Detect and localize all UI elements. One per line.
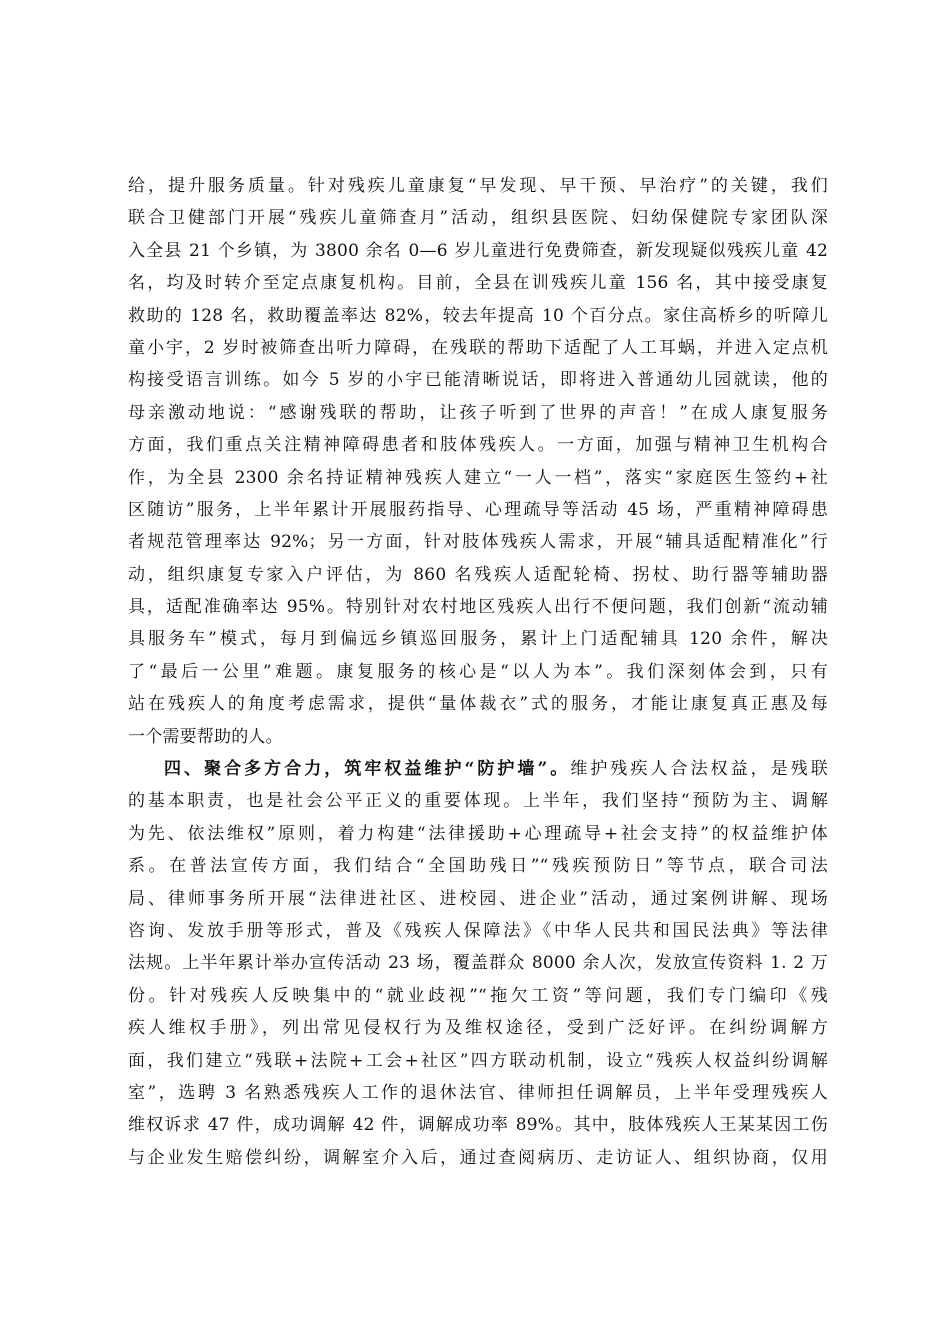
heading-line-rest: 维护残疾人合法权益，是残联 — [570, 759, 828, 780]
text-line: 法规。上半年累计举办宣传活动 23 场，覆盖群众 8000 余人次，发放宣传资料 1. 2 万 — [128, 953, 828, 974]
text-line: 者规范管理率达 92%；另一方面，针对肢体残疾人需求，开展“辅具适配精准化”行 — [128, 532, 828, 553]
text-line: 具服务车”模式，每月到偏远乡镇巡回服务，累计上门适配辅具 120 余件，解决 — [128, 629, 828, 650]
text-line: 童小宇，2 岁时被筛查出听力障碍，在残联的帮助下适配了人工耳蜗，并进入定点机 — [128, 337, 828, 358]
text-line: 区随访”服务，上半年累计开展服药指导、心理疏导等活动 45 场，严重精神障碍患 — [128, 499, 828, 520]
paragraph-rights-protection — [128, 753, 828, 1174]
document-body — [128, 170, 828, 1174]
text-line: 维权诉求 47 件，成功调解 42 件，调解成功率 89%。其中，肢体残疾人王某某因工伤 — [128, 1115, 828, 1136]
paragraph-rehabilitation-services — [128, 170, 828, 753]
heading-line — [128, 753, 828, 785]
text-line: 给，提升服务质量。针对残疾儿童康复“早发现、早干预、早治疗”的关键，我们 — [128, 176, 828, 196]
text-line: 了“最后一公里”难题。康复服务的核心是“以人为本”。我们深刻体会到，只有 — [128, 661, 828, 682]
text-line: 具，适配准确率达 95%。特别针对农村地区残疾人出行不便问题，我们创新“流动辅 — [128, 597, 828, 618]
text-line: 的基本职责，也是社会公平正义的重要体现。上半年，我们坚持“预防为主、调解 — [128, 791, 828, 812]
text-line: 入全县 21 个乡镇，为 3800 余名 0—6 岁儿童进行免费筛查，新发现疑似残疾儿童 42 — [128, 240, 828, 261]
text-line: 方面，我们重点关注精神障碍患者和肢体残疾人。一方面，加强与精神卫生机构合 — [128, 435, 828, 456]
text-line: 母亲激动地说：“感谢残联的帮助，让孩子听到了世界的声音！”在成人康复服务 — [128, 402, 828, 423]
text-line: 救助的 128 名，救助覆盖率达 82%，较去年提高 10 个百分点。家住高桥乡的听障儿 — [128, 305, 828, 326]
text-line: 一个需要帮助的人。 — [128, 726, 283, 747]
text-line: 局、律师事务所开展“法律进社区、进校园、进企业”活动，通过案例讲解、现场 — [128, 888, 828, 909]
text-line: 作，为全县 2300 余名持证精神残疾人建立“一人一档”，落实“家庭医生签约+社 — [128, 467, 828, 488]
text-line: 份。针对残疾人反映集中的“就业歧视”“拖欠工资”等问题，我们专门编印《残 — [128, 985, 828, 1006]
text-line: 名，均及时转介至定点康复机构。目前，全县在训残疾儿童 156 名，其中接受康复 — [128, 273, 828, 294]
text-line: 联合卫健部门开展“残疾儿童筛查月”活动，组织县医院、妇幼保健院专家团队深 — [128, 208, 828, 229]
text-line: 与企业发生赔偿纠纷，调解室介入后，通过查阅病历、走访证人、组织协商，仅用 — [128, 1147, 828, 1168]
text-line: 站在残疾人的角度考虑需求，提供“量体裁衣”式的服务，才能让康复真正惠及每 — [128, 694, 828, 715]
text-line: 构接受语言训练。如今 5 岁的小宇已能清晰说话，即将进入普通幼儿园就读，他的 — [128, 370, 828, 391]
text-line: 疾人维权手册》，列出常见侵权行为及维权途径，受到广泛好评。在纠纷调解方 — [128, 1018, 828, 1039]
text-line: 为先、依法维权”原则，着力构建“法律援助+心理疏导+社会支持”的权益维护体 — [128, 823, 828, 844]
section-heading: 四、聚合多方合力，筑牢权益维护“防护墙”。 — [164, 759, 571, 780]
text-line: 咨询、发放手册等形式，普及《残疾人保障法》《中华人民共和国民法典》等法律 — [128, 920, 828, 941]
text-line: 室”，选聘 3 名熟悉残疾人工作的退休法官、律师担任调解员，上半年受理残疾人 — [128, 1082, 828, 1103]
text-line: 系。在普法宣传方面，我们结合“全国助残日”“残疾预防日”等节点，联合司法 — [128, 856, 828, 877]
text-line: 面，我们建立“残联+法院+工会+社区”四方联动机制，设立“残疾人权益纠纷调解 — [128, 1050, 828, 1071]
text-line: 动，组织康复专家入户评估，为 860 名残疾人适配轮椅、拐杖、助行器等辅助器 — [128, 564, 828, 585]
